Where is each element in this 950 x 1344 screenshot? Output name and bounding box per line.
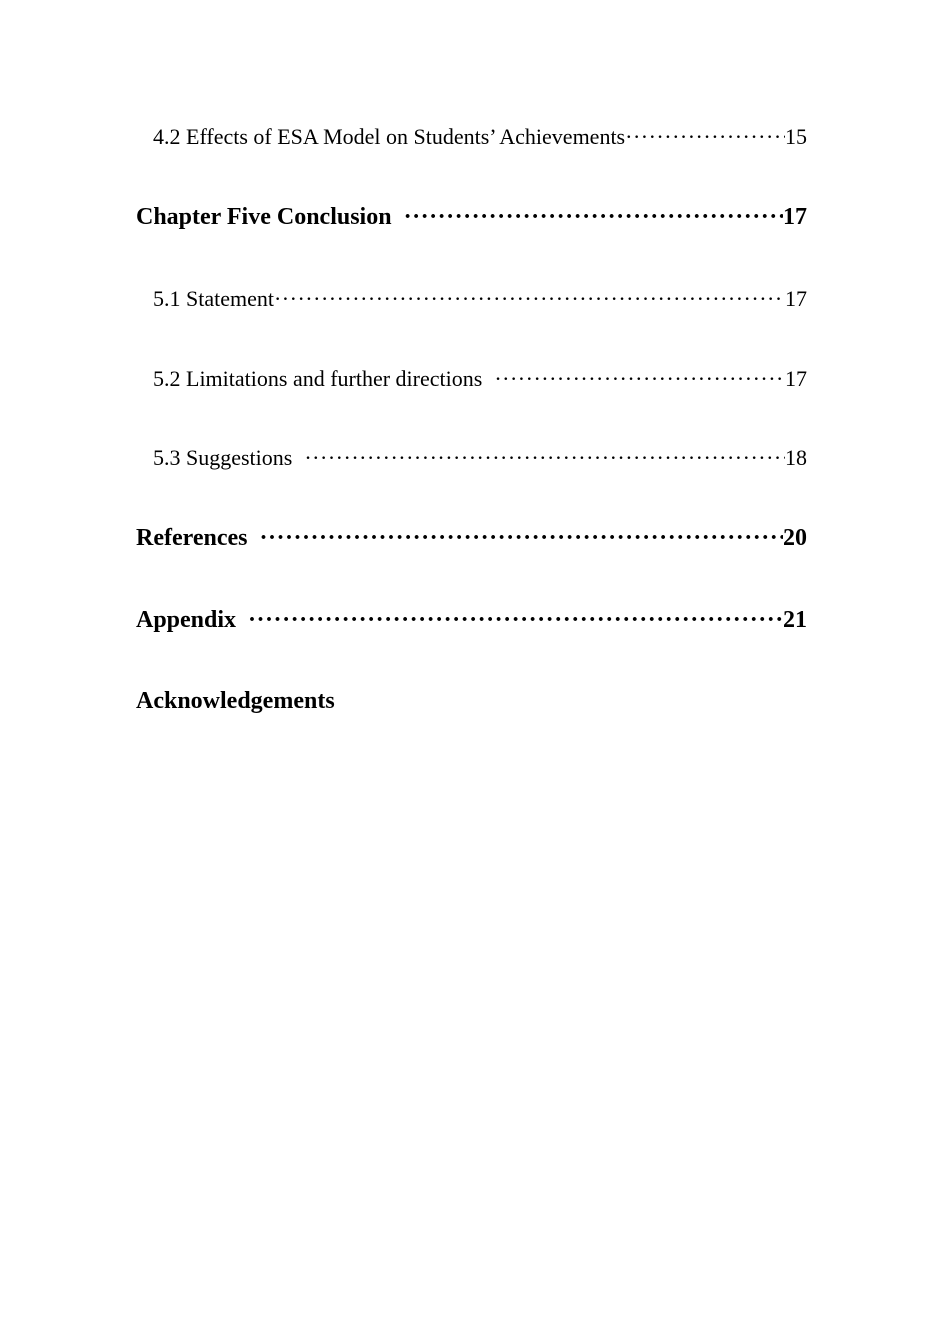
toc-entry-5-2[interactable] [153,366,807,392]
toc-dot-leader [248,607,783,634]
toc-entry-acknowledgements[interactable] [136,688,807,715]
toc-entry-label: Chapter Five Conclusion [136,204,392,230]
toc-entry-label: 5.1 Statement [153,286,274,311]
toc-entry-appendix[interactable] [136,607,807,634]
toc-entry-label: 5.3 Suggestions [153,445,293,470]
toc-dot-leader [260,525,784,552]
toc-dot-leader [304,445,785,471]
toc-entry-label: Acknowledgements [136,688,335,714]
toc-page-number: 20 [783,525,807,551]
toc-page-number: 17 [783,204,807,230]
toc-dot-leader [494,366,785,392]
toc-entry-label: Appendix [136,607,237,633]
toc-page-number: 17 [785,286,807,311]
toc-page-number: 17 [785,366,807,391]
toc-entry-label: References [136,525,248,551]
toc-dot-leader [274,286,785,312]
toc-entry-chapter-five[interactable] [136,204,807,231]
toc-entry-5-3[interactable] [153,445,807,471]
toc-entry-4-2[interactable] [153,124,807,150]
toc-page-number: 21 [783,607,807,633]
toc-entry-references[interactable] [136,525,807,552]
toc-page-number: 15 [785,124,807,149]
toc-dot-leader [404,204,783,231]
toc-entry-label: 5.2 Limitations and further directions [153,366,483,391]
toc-entry-5-1[interactable] [153,286,807,312]
toc-dot-leader [625,124,785,150]
toc-page-number: 18 [785,445,807,470]
toc-entry-label: 4.2 Effects of ESA Model on Students’ Achievements [153,124,626,149]
